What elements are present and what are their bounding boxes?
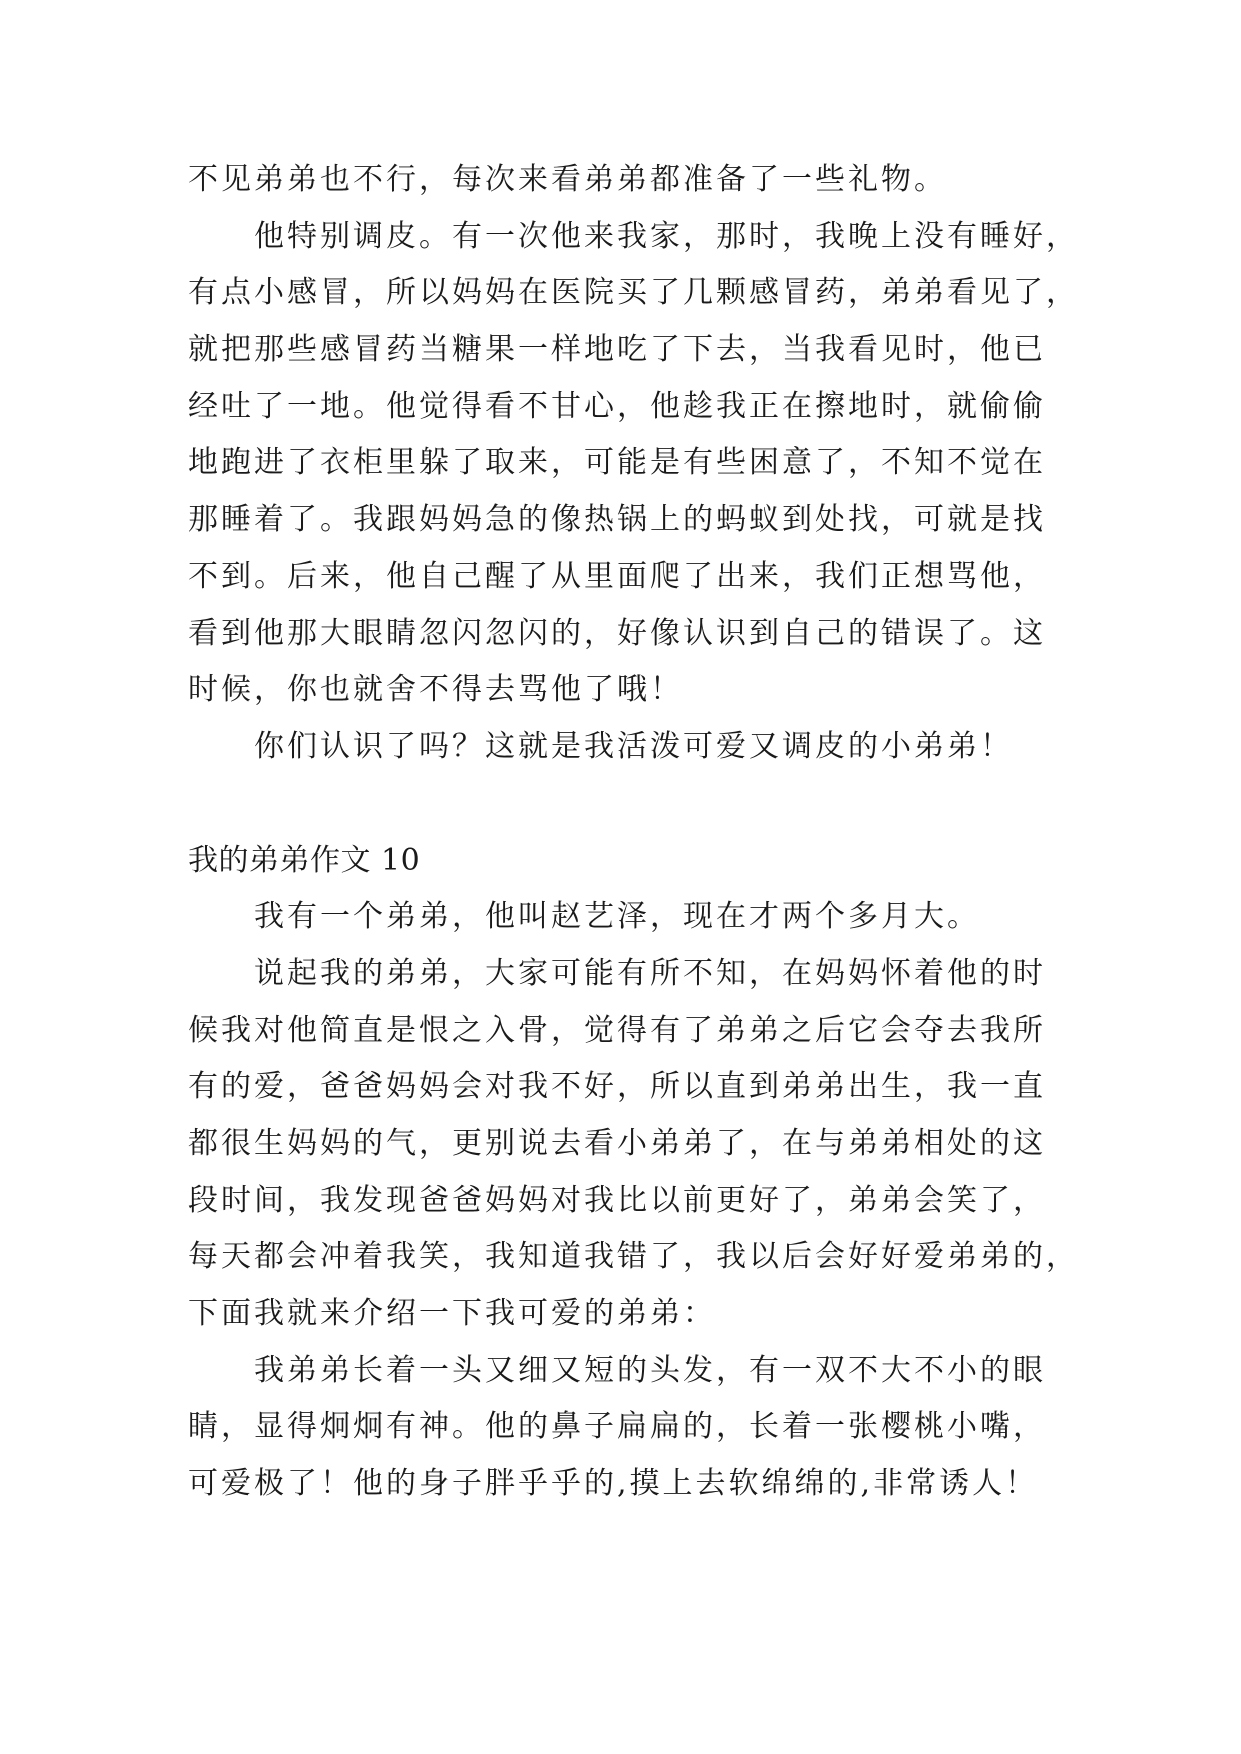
text-line: 不到。后来，他自己醒了从里面爬了出来，我们正想骂他， [188,558,1046,594]
text-line: 那睡着了。我跟妈妈急的像热锅上的蚂蚁到处找，可就是找 [188,502,1046,538]
text-line: 有点小感冒，所以妈妈在医院买了几颗感冒药，弟弟看见了， [188,275,1079,311]
text-line: 可爱极了！他的身子胖乎乎的,摸上去软绵绵的,非常诱人！ [188,1466,1039,1502]
text-line: 有的爱，爸爸妈妈会对我不好，所以直到弟弟出生，我一直 [188,1069,1046,1105]
text-line: 下面我就来介绍一下我可爱的弟弟： [188,1296,716,1332]
paragraph-start: 我弟弟长着一头又细又短的头发，有一双不大不小的眼 [254,1352,1046,1388]
paragraph-start: 我有一个弟弟，他叫赵艺泽，现在才两个多月大。 [254,899,980,935]
section-gap [188,776,1068,833]
text-line: 看到他那大眼睛忽闪忽闪的，好像认识到自己的错误了。这 [188,615,1046,651]
text-line: 每天都会冲着我笑，我知道我错了，我以后会好好爱弟弟的， [188,1239,1079,1275]
text-line: 睛，显得炯炯有神。他的鼻子扁扁的，长着一张樱桃小嘴， [188,1409,1046,1445]
text-line: 经吐了一地。他觉得看不甘心，他趁我正在擦地时，就偷偷 [188,388,1046,424]
paragraph-start: 说起我的弟弟，大家可能有所不知，在妈妈怀着他的时 [254,955,1046,991]
text-line: 候我对他简直是恨之入骨，觉得有了弟弟之后它会夺去我所 [188,1012,1046,1048]
document-body [188,152,1079,1513]
paragraph-start: 他特别调皮。有一次他来我家，那时，我晚上没有睡好， [254,218,1079,254]
text-line: 时候，你也就舍不得去骂他了哦！ [188,672,683,708]
text-line: 地跑进了衣柜里躲了取来，可能是有些困意了，不知不觉在 [188,445,1046,481]
text-line: 都很生妈妈的气，更别说去看小弟弟了，在与弟弟相处的这 [188,1126,1046,1161]
paragraph-start: 你们认识了吗？这就是我活泼可爱又调皮的小弟弟！ [254,728,1013,764]
text-line: 不见弟弟也不行，每次来看弟弟都准备了一些礼物。 [188,162,947,197]
section-title: 我的弟弟作文 10 [188,842,421,878]
text-line: 段时间，我发现爸爸妈妈对我比以前更好了，弟弟会笑了， [188,1182,1046,1218]
text-line: 就把那些感冒药当糖果一样地吃了下去，当我看见时，他已 [188,332,1046,368]
